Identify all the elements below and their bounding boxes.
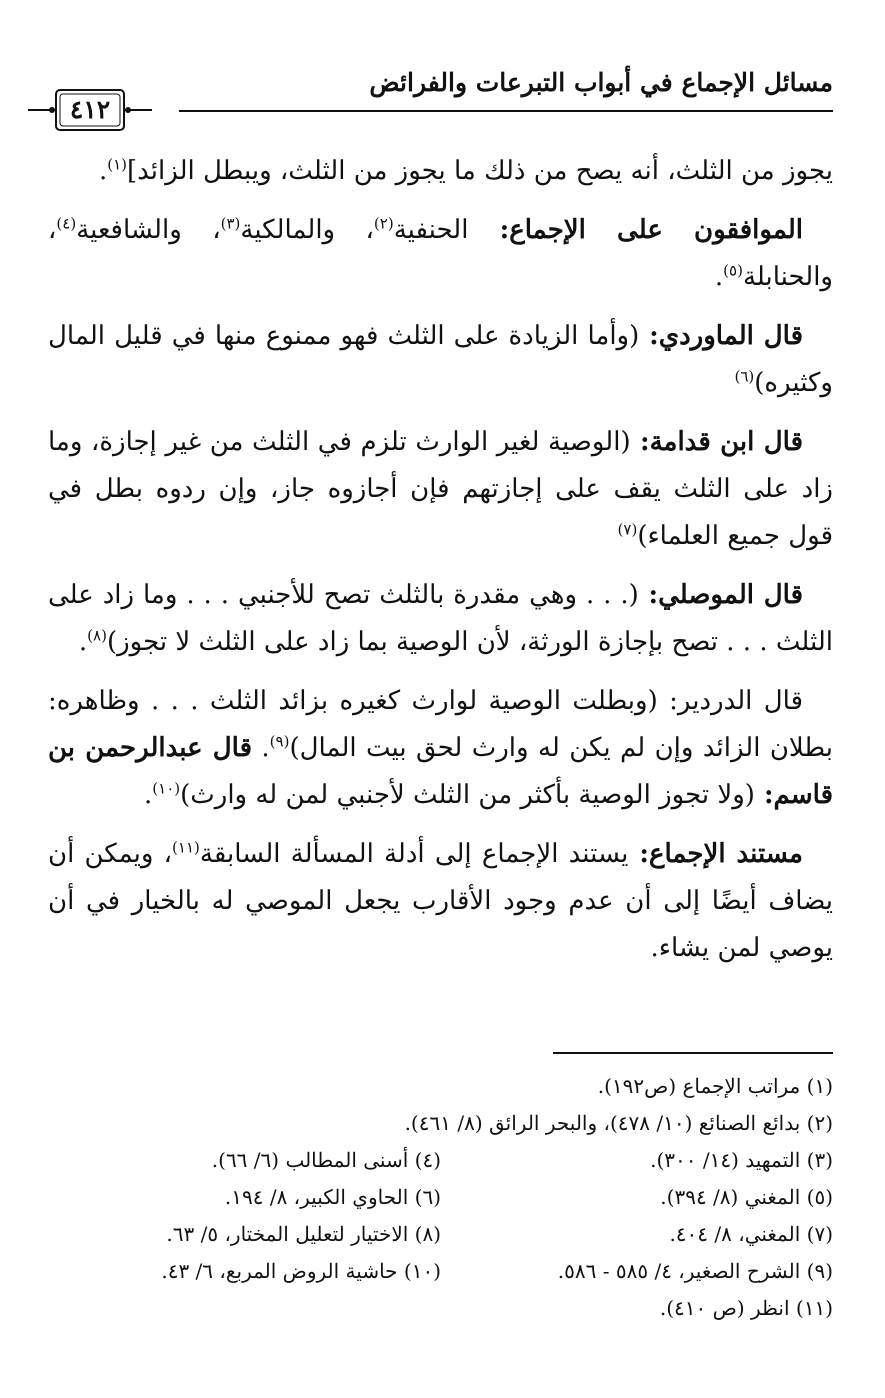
text-run: ، ويمكن أن يضاف أيضًا إلى أن عدم وجود الأقارب يجعل الموصي له بالخيار في أن يوصي لمن يشاء. xyxy=(48,839,833,963)
footnote-reference: (٩) xyxy=(269,732,290,751)
bold-lead: الموافقون على الإجماع: xyxy=(468,215,803,245)
text-run: . xyxy=(714,262,724,292)
footnote-row xyxy=(48,1142,833,1179)
footnote-row xyxy=(48,1179,833,1216)
header-rule xyxy=(179,110,833,112)
text-run: يجوز من الثلث، أنه يصح من ذلك ما يجوز من الثلث، ويبطل الزائد] xyxy=(126,156,833,186)
footnotes xyxy=(48,1068,833,1327)
footnote-item: (٣) التمهيد (١٤/ ٣٠٠). xyxy=(650,1148,833,1172)
page-number: ٤١٢ xyxy=(69,95,111,124)
text-run: ، والمالكية xyxy=(240,215,374,245)
text-run: . xyxy=(98,156,108,186)
footnote-reference: (٨) xyxy=(87,626,107,645)
footnote-row xyxy=(48,1253,833,1290)
footnote-reference: (٢) xyxy=(373,214,394,233)
footnote-reference: (٣) xyxy=(220,214,241,233)
footnote-reference: (١١) xyxy=(172,838,200,857)
paragraph xyxy=(48,678,833,819)
bold-lead: قال الماوردي: xyxy=(639,321,803,351)
text-run: ، والحنابلة xyxy=(48,215,833,292)
text-run: يستند الإجماع إلى أدلة المسألة السابقة xyxy=(199,839,629,869)
text-run: . xyxy=(252,733,270,763)
footnote-reference: (١) xyxy=(107,155,127,174)
footnote-item: (١١) انظر (ص ٤١٠). xyxy=(659,1296,833,1320)
paragraph xyxy=(48,572,833,666)
text-run: . xyxy=(144,780,153,810)
text-run: ، والشافعية xyxy=(76,215,221,245)
footnote-row xyxy=(48,1105,833,1142)
text-run: . xyxy=(78,627,88,657)
footnote-reference: (١٠) xyxy=(152,779,181,798)
paragraph xyxy=(48,831,833,972)
paragraph xyxy=(48,419,833,560)
footnote-item: (٤) أسنى المطالب (٦/ ٦٦). xyxy=(211,1148,441,1172)
running-title: مسائل الإجماع في أبواب التبرعات والفرائض xyxy=(369,68,833,97)
text-run: قال الدردير: (وبطلت الوصية لوارث كغيره بزائد الثلث . . . وظاهره: بطلان الزائد وإن لم يكن له وارث لحق بيت المال) xyxy=(48,686,833,763)
text-run: (ولا تجوز الوصية بأكثر من الثلث لأجنبي لمن له وارث) xyxy=(180,780,755,810)
footnote-row xyxy=(48,1216,833,1253)
bold-lead: قال ابن قدامة: xyxy=(630,427,803,457)
main-text xyxy=(48,148,833,984)
text-run: (وأما الزيادة على الثلث فهو ممنوع منها في قليل المال وكثيره) xyxy=(48,321,833,398)
text-run: (الوصية لغير الوارث تلزم في الثلث من غير إجازة، وما زاد على الثلث يقف على إجازتهم فإن أجازوه جاز، وإن ردوه بطل في قول جميع العلماء) xyxy=(48,427,833,551)
footnote-item: (٢) بدائع الصنائع (١٠/ ٤٧٨)، والبحر الرائق (٨/ ٤٦١). xyxy=(404,1111,833,1135)
bold-lead: قال الموصلي: xyxy=(638,580,803,610)
paragraph xyxy=(48,148,833,195)
footnote-item: (١٠) حاشية الروض المربع، ٦/ ٤٣. xyxy=(161,1259,441,1283)
footnote-item: (١) مراتب الإجماع (ص١٩٢). xyxy=(597,1074,833,1098)
footnote-reference: (٧) xyxy=(617,520,638,539)
bold-lead: قال عبدالرحمن بن قاسم: xyxy=(48,733,833,810)
footnote-separator xyxy=(553,1052,833,1054)
footnote-item: (٩) الشرح الصغير، ٤/ ٥٨٥ - ٥٨٦. xyxy=(557,1259,833,1283)
footnote-item: (٦) الحاوي الكبير، ٨/ ١٩٤. xyxy=(224,1185,441,1209)
footnote-row xyxy=(48,1290,833,1327)
paragraph xyxy=(48,313,833,407)
footnote-item: (٨) الاختيار لتعليل المختار، ٥/ ٦٣. xyxy=(166,1222,441,1246)
page-number-frame xyxy=(28,88,152,132)
text-run: (. . . وهي مقدرة بالثلث تصح للأجنبي . . . وما زاد على الثلث . . . تصح بإجازة الورثة، لأن الوصية بما زاد على الثلث لا تجوز) xyxy=(48,580,833,657)
footnote-row xyxy=(48,1068,833,1105)
footnote-reference: (٤) xyxy=(56,214,77,233)
text-run: الحنفية xyxy=(393,215,469,245)
footnote-item: (٥) المغني (٨/ ٣٩٤). xyxy=(660,1185,833,1209)
footnote-reference: (٥) xyxy=(723,261,743,280)
bold-lead: مستند الإجماع: xyxy=(628,839,803,869)
footnote-item: (٧) المغني، ٨/ ٤٠٤. xyxy=(669,1222,833,1246)
paragraph xyxy=(48,207,833,301)
footnote-reference: (٦) xyxy=(734,367,755,386)
